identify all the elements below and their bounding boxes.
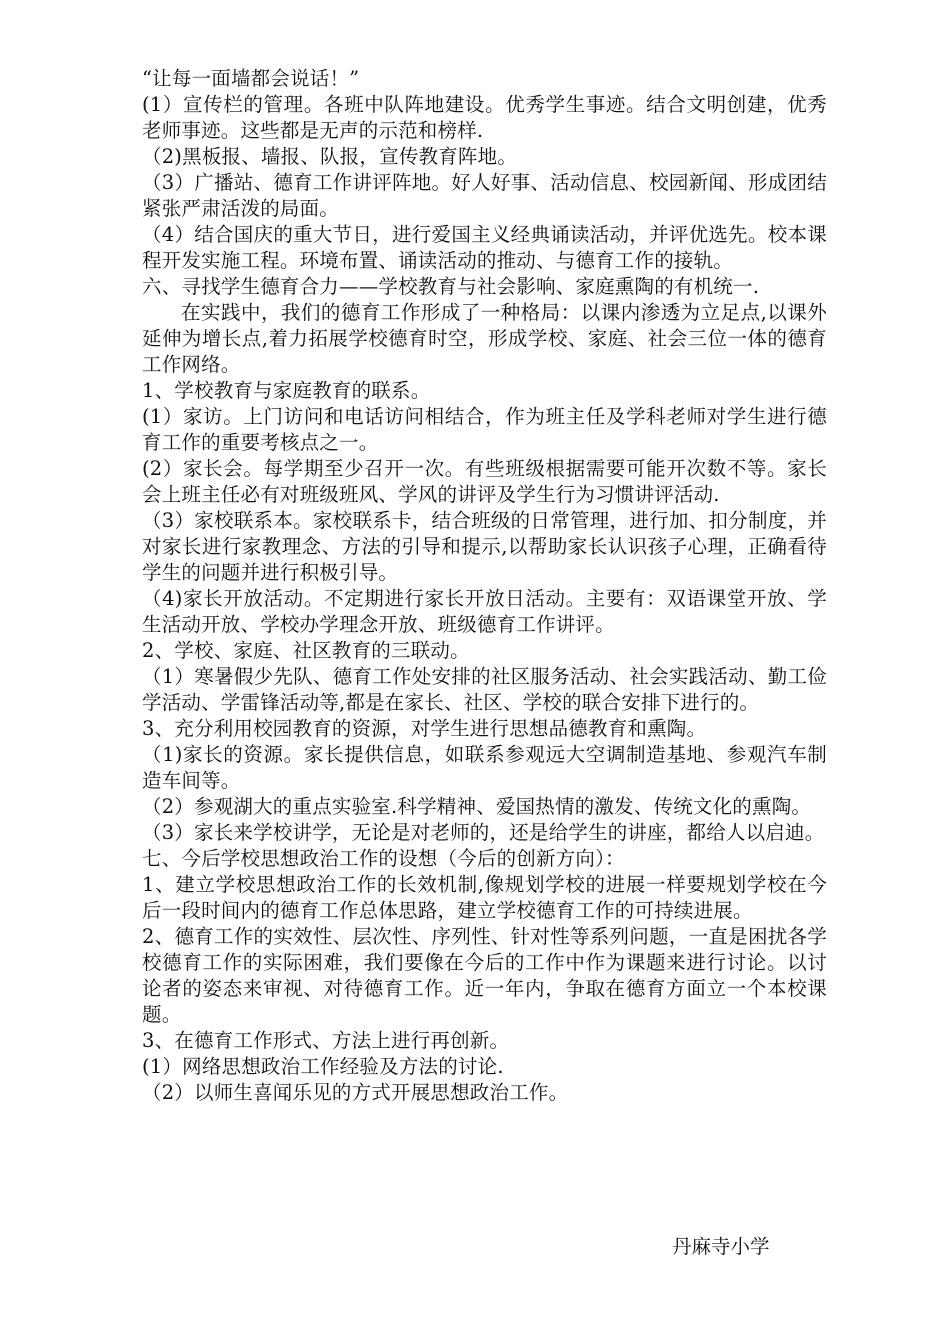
document-body bbox=[142, 66, 827, 1106]
paragraph-item: （2)黑板报、墙报、队报，宣传教育阵地。 bbox=[142, 145, 518, 168]
subsection-heading: 1、学校教育与家庭教育的联系。 bbox=[142, 379, 431, 402]
signature-school-name: 丹麻寺小学 bbox=[672, 1235, 770, 1258]
paragraph-item: 2、德育工作的实效性、层次性、序列性、针对性等系列问题，一直是困扰各学校德育工作的实际困难，我们要像在今后的工作中作为课题来进行讨论。以讨论者的姿态来审视、对待德育工作。近一年内，争取在德育方面立一个本校课题。 bbox=[142, 925, 827, 1026]
paragraph-intro: 在实践中，我们的德育工作形成了一种格局：以课内渗透为立足点,以课外延伸为增长点,着力拓展学校德育时空，形成学校、家庭、社会三位一体的德育工作网络。 bbox=[142, 301, 827, 376]
subsection-heading: 2、学校、家庭、社区教育的三联动。 bbox=[142, 639, 470, 662]
paragraph-item: （2）参观湖大的重点实验室.科学精神、爱国热情的激发、传统文化的熏陶。 bbox=[142, 795, 812, 818]
paragraph-item: 1、建立学校思想政治工作的长效机制,像规划学校的进展一样要规划学校在今后一段时间内的德育工作总体思路，建立学校德育工作的可持续进展。 bbox=[142, 873, 827, 922]
paragraph-item: (2）家长会。每学期至少召开一次。有些班级根据需要可能开次数不等。家长会上班主任必有对班级班风、学风的讲评及学生行为习惯讲评活动. bbox=[142, 457, 827, 506]
paragraph-item: （1)家长的资源。家长提供信息，如联系参观远大空调制造基地、参观汽车制造车间等。 bbox=[142, 743, 827, 792]
paragraph-quote: “让每一面墙都会说话！” bbox=[142, 67, 360, 90]
paragraph-item: （4)家长开放活动。不定期进行家长开放日活动。主要有：双语课堂开放、学生活动开放、学校办学理念开放、班级德育工作讲评。 bbox=[142, 587, 827, 636]
paragraph-item: (1）宣传栏的管理。各班中队阵地建设。优秀学生事迹。结合文明创建，优秀老师事迹。这些都是无声的示范和榜样. bbox=[142, 93, 827, 142]
paragraph-item: （3）广播站、德育工作讲评阵地。好人好事、活动信息、校园新闻、形成团结紧张严肃活泼的局面。 bbox=[142, 171, 827, 220]
subsection-heading: 3、充分利用校园教育的资源，对学生进行思想品德教育和熏陶。 bbox=[142, 717, 707, 740]
paragraph-item: (1）家访。上门访问和电话访问相结合，作为班主任及学科老师对学生进行德育工作的重要考核点之一。 bbox=[142, 405, 827, 454]
paragraph-item: （3）家校联系本。家校联系卡，结合班级的日常管理，进行加、扣分制度，并对家长进行家教理念、方法的引导和提示,以帮助家长认识孩子心理，正确看待学生的问题并进行积极引导。 bbox=[142, 509, 827, 584]
paragraph-item: （3）家长来学校讲学，无论是对老师的，还是给学生的讲座，都给人以启迪。 bbox=[142, 821, 825, 844]
paragraph-item: （1）寒暑假少先队、德育工作处安排的社区服务活动、社会实践活动、勤工俭学活动、学雷锋活动等,都是在家长、社区、学校的联合安排下进行的。 bbox=[142, 665, 827, 714]
paragraph-item: （2）以师生喜闻乐见的方式开展思想政治工作。 bbox=[142, 1081, 569, 1104]
paragraph-item: (1）网络思想政治工作经验及方法的讨论. bbox=[142, 1055, 504, 1078]
paragraph-item: （4）结合国庆的重大节日，进行爱国主义经典诵读活动，并评优选先。校本课程开发实施工程。环境布置、诵读活动的推动、与德育工作的接轨。 bbox=[142, 223, 827, 272]
section-heading-seven: 七、今后学校思想政治工作的设想（今后的创新方向）： bbox=[142, 847, 625, 870]
section-heading-six: 六、寻找学生德育合力——学校教育与社会影响、家庭熏陶的有机统一. bbox=[142, 275, 760, 298]
subsection-heading: 3、在德育工作形式、方法上进行再创新。 bbox=[142, 1029, 510, 1052]
